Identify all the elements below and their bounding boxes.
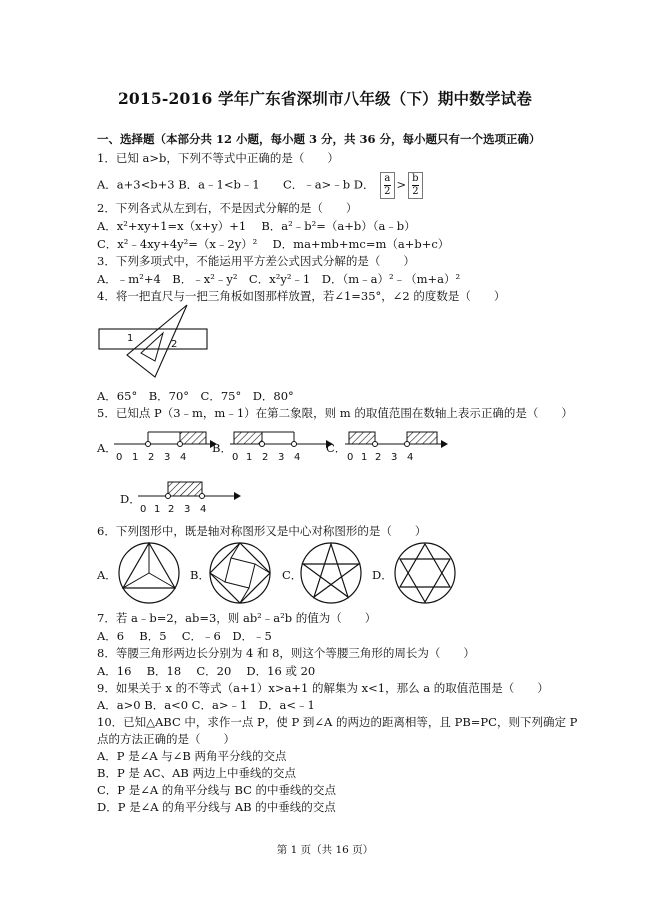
svg-text:4: 4 <box>294 452 301 463</box>
q6-label-d: D． <box>372 568 393 582</box>
q8-options: A．16 B．18 C．20 D．16 或 20 <box>97 664 316 678</box>
svg-text:2: 2 <box>148 452 155 463</box>
q1-stem: 1．已知 a>b，下列不等式中正确的是（ ） <box>97 151 339 165</box>
q3-options: A．﹣m²+4 B．﹣x²﹣y² C．x²y²﹣1 D．（m﹣a）²﹣（m+a）² <box>97 272 461 286</box>
q1-fraction-b: $\frac{b}{2}$ <box>408 172 422 199</box>
angle-1-label: 1 <box>127 333 134 344</box>
svg-text:1: 1 <box>154 504 161 515</box>
q10-stem: 10．已知△ABC 中，求作一点 P，使 P 到∠A 的两边的距离相等，且 PB=PC，则下列确定 P <box>97 715 578 729</box>
triangle-shape <box>127 305 187 377</box>
q7-options: A．6 B．5 C．﹣6 D．﹣5 <box>97 629 272 643</box>
q5-numberline-d <box>136 476 241 516</box>
q5-numberline-b <box>228 424 333 464</box>
svg-text:4: 4 <box>200 504 207 515</box>
q5-label-d: D． <box>120 492 141 506</box>
q10-option-d: D．P 是∠A 的角平分线与 AB 的中垂线的交点 <box>97 800 336 814</box>
q5-numberline-c <box>343 424 448 464</box>
svg-text:2: 2 <box>375 452 382 463</box>
svg-text:3: 3 <box>164 452 171 463</box>
q4-ruler-triangle-figure <box>97 303 212 381</box>
q10-option-b: B．P 是 AC、AB 两边上中垂线的交点 <box>97 766 297 780</box>
svg-text:3: 3 <box>184 504 191 515</box>
svg-text:2: 2 <box>262 452 269 463</box>
q5-stem: 5．已知点 P（3﹣m，m﹣1）在第二象限，则 m 的取值范围在数轴上表示正确的是（ ） <box>97 406 573 420</box>
q6-label-c: C． <box>282 568 303 582</box>
svg-text:0: 0 <box>347 452 354 463</box>
angle-2-label: 2 <box>171 339 178 350</box>
q3-stem: 3．下列多项式中，不能运用平方差公式因式分解的是（ ） <box>97 254 415 268</box>
svg-text:0: 0 <box>140 504 147 515</box>
q6-stem: 6．下列图形中，既是轴对称图形又是中心对称图形的是（ ） <box>97 524 427 538</box>
page-title: 2015-2016 学年广东省深圳市八年级（下）期中数学试卷 <box>117 89 533 108</box>
ruler-shape <box>99 329 207 349</box>
q5-label-a: A． <box>97 441 117 455</box>
q10-option-a: A．P 是∠A 与∠B 两角平分线的交点 <box>97 749 287 763</box>
svg-text:4: 4 <box>180 452 187 463</box>
svg-text:1: 1 <box>132 452 139 463</box>
page-footer: 第 1 页（共 16 页） <box>276 844 374 856</box>
triangle-inner-shape <box>141 333 163 361</box>
q4-options: A．65° B．70° C．75° D．80° <box>97 389 294 403</box>
q2-options-cd: C．x²﹣4xy+4y²=（x﹣2y）² D．ma+mb+mc=m（a+b+c） <box>97 237 450 251</box>
q5-label-b: B． <box>212 441 232 455</box>
q1-fraction-a: $\frac{a}{2}$ <box>380 172 394 199</box>
q2-options-ab: A．x²+xy+1=x（x+y）+1 B．a²﹣b²=（a+b）（a﹣b） <box>97 219 416 233</box>
q6-label-a: A． <box>97 568 117 582</box>
q2-stem: 2．下列各式从左到右，不是因式分解的是（ ） <box>97 201 358 215</box>
q10-stem-continued: 点的方法正确的是（ ） <box>97 732 235 746</box>
svg-text:3: 3 <box>278 452 285 463</box>
svg-text:1: 1 <box>246 452 253 463</box>
q8-stem: 8．等腰三角形两边长分别为 4 和 8，则这个等腰三角形的周长为（ ） <box>97 646 475 660</box>
q6-figure-c-circle-star <box>298 540 364 606</box>
q1-options: A．a+3<b+3 B．a﹣1<b﹣1 C．﹣a>﹣b D． $\frac{a}{2}$ > $\frac{b}{2}$ <box>97 172 425 199</box>
q5-numberline-a <box>112 424 217 464</box>
q6-label-b: B． <box>190 568 210 582</box>
svg-text:0: 0 <box>232 452 239 463</box>
q6-figure-d-circle-hexagram <box>392 540 458 606</box>
svg-text:1: 1 <box>361 452 368 463</box>
q9-stem: 9．如果关于 x 的不等式（a+1）x>a+1 的解集为 x<1，那么 a 的取值范围是（ ） <box>97 681 549 695</box>
q5-label-c: C． <box>326 441 347 455</box>
svg-text:3: 3 <box>391 452 398 463</box>
section-heading: 一、选择题（本部分共 12 小题，每小题 3 分，共 36 分，每小题只有一个选项正确） <box>97 132 541 146</box>
q7-stem: 7．若 a﹣b=2，ab=3，则 ab²﹣a²b 的值为（ ） <box>97 611 377 625</box>
q6-figure-a-circle-triangle <box>116 540 182 606</box>
q10-option-c: C．P 是∠A 的角平分线与 BC 的中垂线的交点 <box>97 783 337 797</box>
svg-text:2: 2 <box>168 504 175 515</box>
q6-figure-b-circle-square <box>207 540 273 606</box>
svg-text:4: 4 <box>407 452 414 463</box>
q9-options: A．a>0 B．a<0 C．a>﹣1 D．a<﹣1 <box>97 698 315 712</box>
q1-option-ab: A．a+3<b+3 B．a﹣1<b﹣1 <box>97 177 260 192</box>
q1-option-cd: C．﹣a>﹣b D． <box>282 177 375 192</box>
svg-text:0: 0 <box>116 452 123 463</box>
q4-stem: 4．将一把直尺与一把三角板如图那样放置，若∠1=35°，∠2 的度数是（ ） <box>97 289 506 303</box>
